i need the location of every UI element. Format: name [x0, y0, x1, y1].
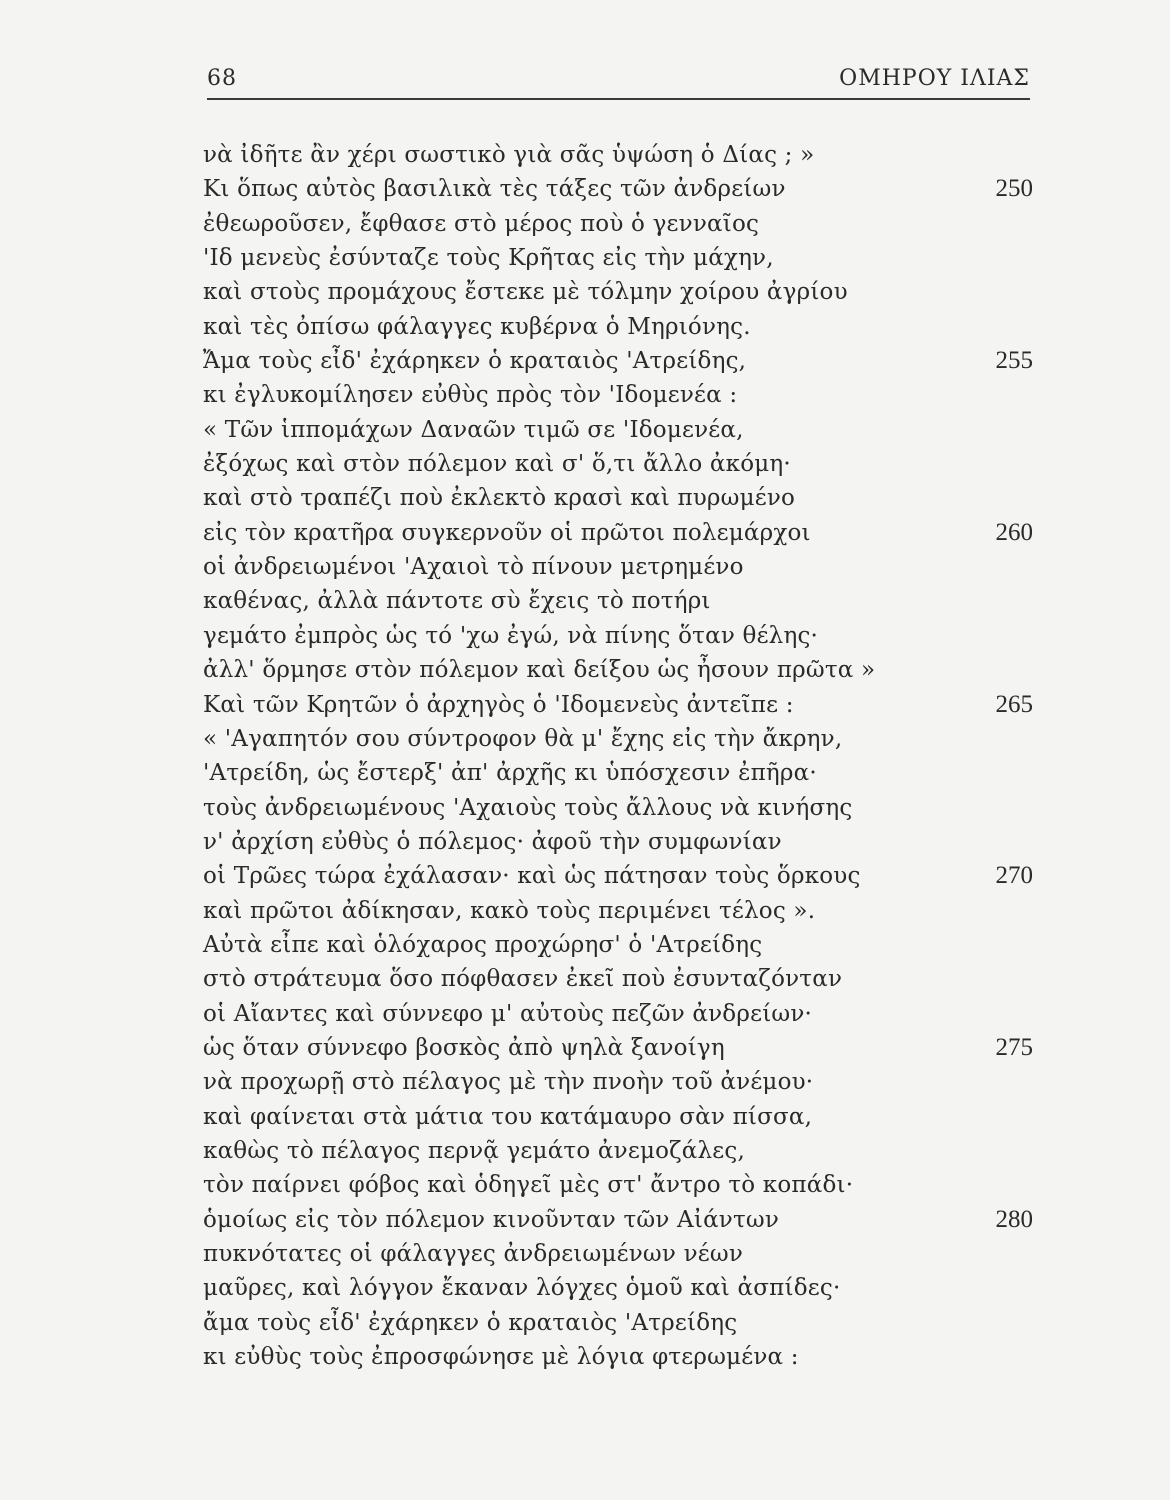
verse-line: [203, 894, 1033, 928]
verse-line: [203, 1203, 1033, 1237]
verse-line: [203, 378, 1033, 412]
verse-line: [203, 1031, 1033, 1065]
verse-line: [203, 481, 1033, 515]
verse-line: [203, 825, 1033, 859]
verse-number: 275: [995, 1033, 1033, 1061]
verse-line: [203, 550, 1033, 584]
verse-line: [203, 1168, 1033, 1202]
verse-text: καὶ στοὺς προμάχους ἔστεκε μὲ τόλμην χοίρου ἀγρίου: [203, 279, 848, 306]
verse-text: ὡς ὅταν σύννεφο βοσκὸς ἀπὸ ψηλὰ ξανοίγη: [203, 1034, 725, 1061]
verse-line: [203, 1134, 1033, 1168]
verse-text: τὸν παίρνει φόβος καὶ ὁδηγεῖ μὲς στ' ἄντρο τὸ κοπάδι·: [203, 1172, 854, 1199]
verse-text: καὶ φαίνεται στὰ μάτια του κατάμαυρο σὰν πίσσα,: [203, 1103, 813, 1130]
verse-text: 'Ατρείδη, ὡς ἔστερξ' ἀπ' ἀρχῆς κι ὑπόσχεσιν ἐπῆρα·: [203, 760, 817, 787]
verse-text: στὸ στράτευμα ὅσο πόφθασεν ἐκεῖ ποὺ ἐσυνταζόνταν: [203, 966, 843, 993]
verse-text: οἱ ἀνδρειωμένοι 'Αχαιοὶ τὸ πίνουν μετρημένο: [203, 554, 744, 581]
verse-number: 260: [995, 518, 1033, 546]
verse-line: [203, 653, 1033, 687]
verse-line: [203, 1237, 1033, 1271]
verse-line: [203, 1340, 1033, 1374]
verse-number: 250: [995, 175, 1033, 203]
verse-line: [203, 138, 1033, 172]
verse-line: [203, 310, 1033, 344]
verse-line: [203, 241, 1033, 275]
verse-line: [203, 172, 1033, 206]
verse-text: καθὼς τὸ πέλαγος περνᾷ γεμάτο ἀνεμοζάλες,: [203, 1137, 746, 1164]
verse-text: ν' ἀρχίση εὐθὺς ὁ πόλεμος· ἀφοῦ τὴν συμφωνίαν: [203, 828, 782, 855]
verse-text: τοὺς ἀνδρειωμένους 'Αχαιοὺς τοὺς ἄλλους νὰ κινήσης: [203, 794, 853, 821]
verse-line: [203, 962, 1033, 996]
running-title: ΟΜΗΡΟΥ ΙΛΙΑΣ: [839, 66, 1030, 91]
verse-text: οἱ Αἴαντες καὶ σύννεφο μ' αὐτοὺς πεζῶν ἀνδρείων·: [203, 1000, 813, 1027]
verse-text: κι εὐθὺς τοὺς ἐπροσφώνησε μὲ λόγια φτερωμένα :: [203, 1344, 799, 1371]
verse-text: εἰς τὸν κρατῆρα συγκερνοῦν οἱ πρῶτοι πολεμάρχοι: [203, 519, 811, 546]
verse-line: [203, 584, 1033, 618]
verse-line: [203, 997, 1033, 1031]
verse-line: [203, 1271, 1033, 1305]
verse-line: [203, 859, 1033, 893]
verse-text: 'Ιδ μενεὺς ἐσύνταζε τοὺς Κρῆτας εἰς τὴν μάχην,: [203, 245, 774, 272]
header-rule: [207, 98, 1030, 100]
verse-line: [203, 413, 1033, 447]
verse-text: ἀλλ' ὅρμησε στὸν πόλεμον καὶ δείξου ὡς ἦσουν πρῶτα »: [203, 657, 876, 684]
verse-line: [203, 1065, 1033, 1099]
verse-line: [203, 619, 1033, 653]
verse-number: 255: [995, 347, 1033, 375]
verse-line: [203, 207, 1033, 241]
verse-line: [203, 722, 1033, 756]
verse-line: [203, 791, 1033, 825]
page-number: 68: [207, 66, 237, 91]
verse-text: πυκνότατες οἱ φάλαγγες ἀνδρειωμένων νέων: [203, 1241, 744, 1267]
verse-text: κι ἐγλυκομίλησεν εὐθὺς πρὸς τὸν 'Ιδομενέα :: [203, 382, 738, 409]
verse-text: γεμάτο ἐμπρὸς ὡς τό 'χω ἐγώ, νὰ πίνης ὅταν θέλης·: [203, 622, 819, 649]
verse-text: Καὶ τῶν Κρητῶν ὁ ἀρχηγὸς ὁ 'Ιδομενεὺς ἀντεῖπε :: [203, 691, 794, 718]
verse-text: καθένας, ἀλλὰ πάντοτε σὺ ἔχεις τὸ ποτήρι: [203, 588, 711, 615]
verse-text: Αὐτὰ εἶπε καὶ ὁλόχαρος προχώρησ' ὁ 'Ατρείδης: [203, 931, 763, 958]
verse-text: ἐξόχως καὶ στὸν πόλεμον καὶ σ' ὅ,τι ἄλλο ἀκόμη·: [203, 451, 791, 478]
verse-number: 270: [995, 862, 1033, 890]
verse-text: καὶ τὲς ὀπίσω φάλαγγες κυβέρνα ὁ Μηριόνης.: [203, 313, 751, 340]
verse-text: καὶ πρῶτοι ἀδίκησαν, κακὸ τοὺς περιμένει τέλος ».: [203, 897, 816, 924]
verse-line: [203, 688, 1033, 722]
verse-text: ὁμοίως εἰς τὸν πόλεμον κινοῦνταν τῶν Αἰάντων: [203, 1206, 780, 1233]
verse-text: Ἄμα τοὺς εἶδ' ἐχάρηκεν ὁ κραταιὸς 'Ατρείδης,: [203, 348, 747, 375]
verse-text: « 'Αγαπητόν σου σύντροφον θὰ μ' ἔχης εἰς τὴν ἄκρην,: [203, 725, 843, 752]
verse-text: « Τῶν ἱππομάχων Δαναῶν τιμῶ σε 'Ιδομενέα,: [203, 416, 744, 443]
verse-block: [203, 138, 1033, 1374]
verse-text: μαῦρες, καὶ λόγγον ἔκαναν λόγχες ὁμοῦ καὶ ἀσπίδες·: [203, 1275, 841, 1302]
verse-text: νὰ ἰδῆτε ἂν χέρι σωστικὸ γιὰ σᾶς ὑψώση ὁ Δίας ; »: [203, 142, 815, 168]
verse-line: [203, 275, 1033, 309]
page-header: [207, 58, 1030, 98]
verse-line: [203, 447, 1033, 481]
verse-number: 280: [995, 1205, 1033, 1233]
verse-line: [203, 928, 1033, 962]
verse-line: [203, 1306, 1033, 1340]
verse-line: [203, 1100, 1033, 1134]
verse-text: ἄμα τοὺς εἶδ' ἐχάρηκεν ὁ κραταιὸς 'Ατρείδης: [203, 1309, 738, 1336]
verse-text: καὶ στὸ τραπέζι ποὺ ἐκλεκτὸ κρασὶ καὶ πυρωμένο: [203, 485, 796, 512]
verse-text: ἐθεωροῦσεν, ἔφθασε στὸ μέρος ποὺ ὁ γενναῖος: [203, 210, 760, 237]
verse-number: 265: [995, 690, 1033, 718]
verse-line: [203, 344, 1033, 378]
verse-line: [203, 756, 1033, 790]
verse-text: νὰ προχωρῇ στὸ πέλαγος μὲ τὴν πνοὴν τοῦ ἀνέμου·: [203, 1069, 814, 1096]
verse-line: [203, 516, 1033, 550]
verse-text: οἱ Τρῶες τώρα ἐχάλασαν· καὶ ὡς πάτησαν τοὺς ὅρκους: [203, 863, 861, 890]
verse-text: Κι ὅπως αὐτὸς βασιλικὰ τὲς τάξες τῶν ἀνδρείων: [203, 176, 786, 203]
